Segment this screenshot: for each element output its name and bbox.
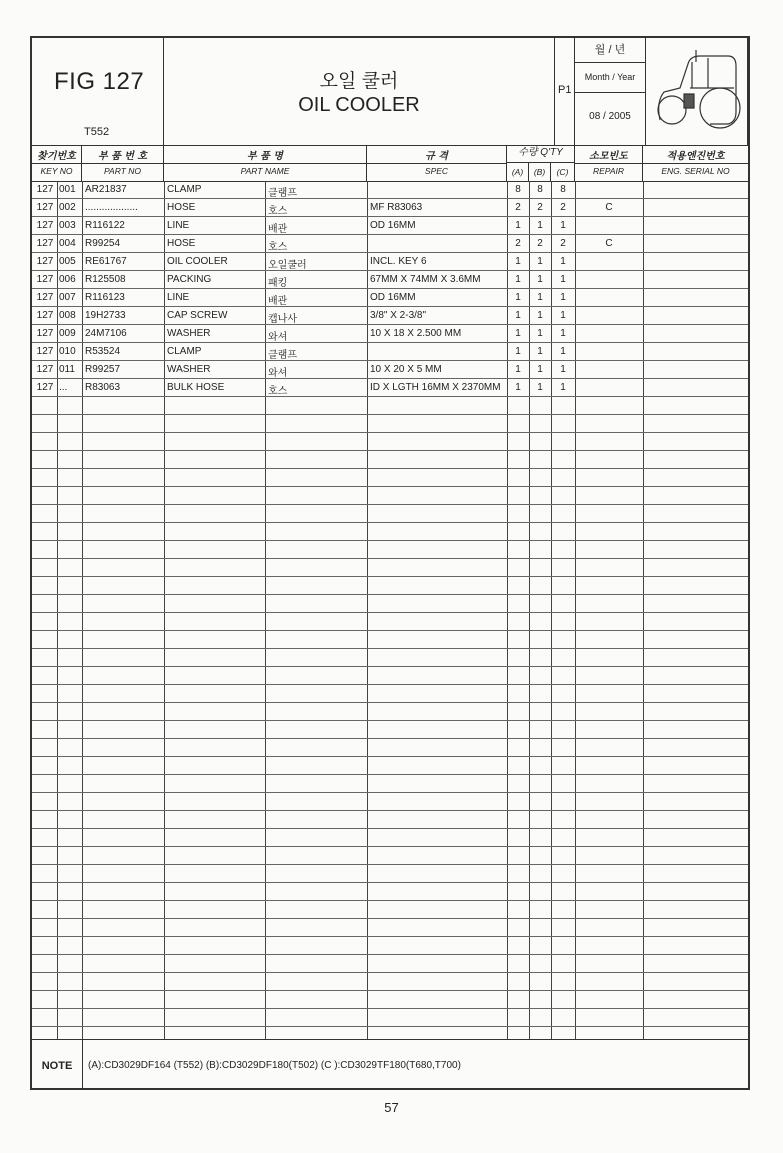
parts-table-body bbox=[32, 181, 748, 1039]
col-part-name bbox=[164, 145, 367, 181]
empty-row bbox=[32, 1009, 748, 1027]
empty-row bbox=[32, 667, 748, 685]
cell-name-ko: 캡나사 bbox=[268, 314, 297, 325]
cell-spec: 67MM X 74MM X 3.6MM bbox=[370, 274, 481, 285]
illustration-cell bbox=[646, 38, 748, 145]
cell-part: R99257 bbox=[85, 364, 121, 375]
empty-row bbox=[32, 703, 748, 721]
cell-name-ko: 호스 bbox=[268, 242, 288, 253]
cell-name-ko: 와셔 bbox=[268, 368, 288, 379]
cell-fig: 127 bbox=[36, 328, 54, 339]
column-header-row bbox=[32, 145, 748, 182]
date-label-korean: 월 / 년 bbox=[575, 38, 645, 63]
empty-row bbox=[32, 505, 748, 523]
table-row bbox=[32, 253, 748, 271]
date-label-english: Month / Year bbox=[575, 62, 645, 93]
cell-name-en: CLAMP bbox=[167, 346, 202, 357]
cell-fig: 127 bbox=[36, 310, 54, 321]
cell-a: 1 bbox=[515, 310, 521, 321]
tractor-icon bbox=[650, 42, 744, 140]
col-repair bbox=[575, 145, 643, 181]
cell-name-en: WASHER bbox=[167, 364, 211, 375]
cell-name-en: LINE bbox=[167, 220, 190, 231]
cell-spec: 10 X 18 X 2.500 MM bbox=[370, 328, 462, 339]
cell-a: 1 bbox=[515, 274, 521, 285]
col-engine-serial bbox=[643, 145, 748, 181]
cell-part: 24M7106 bbox=[85, 328, 127, 339]
cell-name-en: LINE bbox=[167, 292, 190, 303]
cell-key: ... bbox=[59, 382, 68, 393]
cell-fig: 127 bbox=[36, 184, 54, 195]
title-korean: 오일 쿨러 bbox=[319, 71, 399, 92]
cell-repair: C bbox=[605, 238, 613, 249]
cell-part: R116123 bbox=[85, 292, 125, 303]
cell-a: 1 bbox=[515, 328, 521, 339]
cell-a: 1 bbox=[515, 364, 521, 375]
cell-a: 1 bbox=[515, 382, 521, 393]
cell-b: 1 bbox=[537, 310, 543, 321]
cell-b: 1 bbox=[537, 220, 543, 231]
table-row bbox=[32, 361, 748, 379]
note-label: NOTE bbox=[32, 1040, 83, 1089]
note-section bbox=[32, 1039, 748, 1089]
table-row bbox=[32, 289, 748, 307]
cell-name-ko: 클램프 bbox=[268, 350, 297, 361]
col-key-no-ko: 찾기번호 bbox=[37, 151, 76, 162]
cell-key: 002 bbox=[59, 202, 76, 213]
col-part-no-en: PART NO bbox=[104, 166, 141, 176]
empty-row bbox=[32, 433, 748, 451]
cell-b: 1 bbox=[537, 382, 543, 393]
empty-row bbox=[32, 559, 748, 577]
page-number: 57 bbox=[384, 1100, 399, 1115]
cell-b: 1 bbox=[537, 274, 543, 285]
col-spec-en: SPEC bbox=[424, 166, 449, 176]
table-row bbox=[32, 271, 748, 289]
cell-name-en: BULK HOSE bbox=[167, 382, 225, 393]
cell-b: 2 bbox=[537, 238, 543, 249]
table-row bbox=[32, 235, 748, 253]
cell-name-ko: 호스 bbox=[268, 386, 288, 397]
cell-key: 004 bbox=[59, 238, 76, 249]
cell-b: 1 bbox=[537, 346, 543, 357]
cell-key: 010 bbox=[59, 346, 76, 357]
cell-name-en: HOSE bbox=[167, 238, 196, 249]
cell-b: 8 bbox=[537, 184, 543, 195]
cell-b: 1 bbox=[537, 328, 543, 339]
cell-c: 1 bbox=[560, 328, 566, 339]
cell-b: 1 bbox=[537, 256, 543, 267]
empty-row bbox=[32, 631, 748, 649]
table-row bbox=[32, 181, 748, 199]
page-code: P1 bbox=[558, 84, 572, 96]
table-row bbox=[32, 217, 748, 235]
cell-name-ko: 배관 bbox=[268, 296, 288, 307]
table-row bbox=[32, 325, 748, 343]
cell-part: R116122 bbox=[85, 220, 125, 231]
cell-fig: 127 bbox=[36, 238, 54, 249]
col-part-name-ko: 부 품 명 bbox=[247, 151, 283, 162]
title-cell bbox=[164, 38, 555, 145]
cell-name-en: CLAMP bbox=[167, 184, 202, 195]
empty-row bbox=[32, 991, 748, 1009]
cell-c: 8 bbox=[560, 184, 566, 195]
cell-key: 006 bbox=[59, 274, 76, 285]
cell-b: 1 bbox=[537, 364, 543, 375]
cell-c: 1 bbox=[560, 256, 566, 267]
empty-row bbox=[32, 721, 748, 739]
cell-c: 1 bbox=[560, 310, 566, 321]
empty-row bbox=[32, 919, 748, 937]
cell-c: 1 bbox=[560, 346, 566, 357]
cell-part: AR21837 bbox=[85, 184, 127, 195]
cell-part: R83063 bbox=[85, 382, 121, 393]
cell-spec: OD 16MM bbox=[370, 220, 416, 231]
empty-row bbox=[32, 469, 748, 487]
col-part-no bbox=[82, 145, 164, 181]
col-engine-serial-ko: 적용엔진번호 bbox=[666, 151, 725, 162]
cell-spec: OD 16MM bbox=[370, 292, 416, 303]
cell-name-en: PACKING bbox=[167, 274, 212, 285]
col-repair-ko: 소모빈도 bbox=[589, 151, 628, 162]
cell-name-en: CAP SCREW bbox=[167, 310, 228, 321]
empty-row bbox=[32, 883, 748, 901]
cell-fig: 127 bbox=[36, 382, 54, 393]
cell-part: 19H2733 bbox=[85, 310, 126, 321]
table-row bbox=[32, 199, 748, 217]
figure-number: FIG 127 bbox=[54, 68, 145, 95]
cell-a: 8 bbox=[515, 184, 521, 195]
col-qty-a: (A) bbox=[507, 163, 529, 181]
empty-row bbox=[32, 955, 748, 973]
cell-spec: ID X LGTH 16MM X 2370MM bbox=[370, 382, 501, 393]
parts-page-frame bbox=[30, 36, 750, 1090]
empty-row bbox=[32, 451, 748, 469]
cell-name-en: WASHER bbox=[167, 328, 211, 339]
empty-row bbox=[32, 901, 748, 919]
cell-key: 007 bbox=[59, 292, 76, 303]
cell-name-ko: 배관 bbox=[268, 224, 288, 235]
empty-row bbox=[32, 865, 748, 883]
cell-key: 008 bbox=[59, 310, 76, 321]
cell-key: 003 bbox=[59, 220, 76, 231]
empty-row bbox=[32, 487, 748, 505]
cell-name-ko: 호스 bbox=[268, 206, 288, 217]
empty-row bbox=[32, 847, 748, 865]
page-header bbox=[32, 38, 748, 146]
empty-row bbox=[32, 811, 748, 829]
col-spec bbox=[367, 145, 507, 181]
empty-row bbox=[32, 937, 748, 955]
cell-part: R53524 bbox=[85, 346, 121, 357]
page-code-cell bbox=[555, 38, 575, 145]
cell-c: 1 bbox=[560, 274, 566, 285]
col-part-name-en: PART NAME bbox=[240, 166, 290, 176]
title-english: OIL COOLER bbox=[298, 94, 420, 116]
cell-fig: 127 bbox=[36, 202, 54, 213]
table-row bbox=[32, 307, 748, 325]
col-key-no-en: KEY NO bbox=[40, 166, 73, 176]
date-value: 08 / 2005 bbox=[589, 111, 631, 122]
empty-row bbox=[32, 595, 748, 613]
cell-b: 2 bbox=[537, 202, 543, 213]
col-key-no bbox=[32, 145, 82, 181]
cell-a: 2 bbox=[515, 238, 521, 249]
cell-a: 1 bbox=[515, 256, 521, 267]
empty-row bbox=[32, 757, 748, 775]
figure-cell bbox=[32, 38, 164, 145]
empty-row bbox=[32, 523, 748, 541]
cell-c: 1 bbox=[560, 220, 566, 231]
col-spec-ko: 규 격 bbox=[425, 151, 448, 162]
cell-part: R125508 bbox=[85, 274, 126, 285]
cell-spec: INCL. KEY 6 bbox=[370, 256, 427, 267]
empty-row bbox=[32, 739, 748, 757]
cell-a: 1 bbox=[515, 346, 521, 357]
cell-name-ko: 클램프 bbox=[268, 188, 297, 199]
empty-row bbox=[32, 415, 748, 433]
col-qty-b: (B) bbox=[529, 163, 551, 181]
note-text: (A):CD3029DF164 (T552) (B):CD3029DF180(T502) (C ):CD3029TF180(T680,T700) bbox=[88, 1060, 461, 1071]
cell-fig: 127 bbox=[36, 220, 54, 231]
cell-b: 1 bbox=[537, 292, 543, 303]
cell-key: 005 bbox=[59, 256, 76, 267]
cell-key: 011 bbox=[59, 364, 75, 375]
empty-row bbox=[32, 541, 748, 559]
empty-row bbox=[32, 829, 748, 847]
cell-spec: MF R83063 bbox=[370, 202, 423, 213]
cell-c: 1 bbox=[560, 364, 566, 375]
cell-name-ko: 와셔 bbox=[268, 332, 288, 343]
cell-name-ko: 오일쿨러 bbox=[268, 260, 307, 271]
date-cell bbox=[575, 38, 646, 145]
cell-spec: 3/8" X 2-3/8" bbox=[370, 310, 427, 321]
cell-fig: 127 bbox=[36, 364, 54, 375]
cell-part: RE61767 bbox=[85, 256, 127, 267]
cell-c: 2 bbox=[560, 202, 566, 213]
cell-c: 1 bbox=[560, 292, 566, 303]
cell-name-en: HOSE bbox=[167, 202, 196, 213]
empty-row bbox=[32, 685, 748, 703]
table-row bbox=[32, 379, 748, 397]
col-part-no-ko: 부 품 번 호 bbox=[97, 151, 148, 162]
cell-key: 001 bbox=[59, 184, 76, 195]
cell-name-en: OIL COOLER bbox=[167, 256, 228, 267]
cell-fig: 127 bbox=[36, 256, 54, 267]
cell-a: 1 bbox=[515, 220, 521, 231]
table-row bbox=[32, 343, 748, 361]
empty-row bbox=[32, 973, 748, 991]
cell-fig: 127 bbox=[36, 346, 54, 357]
cell-spec: 10 X 20 X 5 MM bbox=[370, 364, 442, 375]
col-qty: 수량 Q'TY bbox=[507, 145, 575, 163]
cell-name-ko: 패킹 bbox=[268, 278, 288, 289]
cell-part: ................... bbox=[85, 202, 138, 213]
empty-row bbox=[32, 397, 748, 415]
col-qty-c: (C) bbox=[551, 163, 575, 181]
empty-row bbox=[32, 577, 748, 595]
cell-part: R99254 bbox=[85, 238, 121, 249]
cell-key: 009 bbox=[59, 328, 76, 339]
model-code: T552 bbox=[84, 126, 110, 138]
cell-repair: C bbox=[605, 202, 613, 213]
empty-row bbox=[32, 775, 748, 793]
cell-c: 1 bbox=[560, 382, 566, 393]
cell-a: 1 bbox=[515, 292, 521, 303]
cell-c: 2 bbox=[560, 238, 566, 249]
empty-row bbox=[32, 613, 748, 631]
empty-row bbox=[32, 649, 748, 667]
cell-fig: 127 bbox=[36, 292, 54, 303]
col-repair-en: REPAIR bbox=[592, 166, 625, 176]
col-engine-serial-en: ENG. SERIAL NO bbox=[661, 166, 730, 176]
empty-row bbox=[32, 793, 748, 811]
cell-fig: 127 bbox=[36, 274, 54, 285]
cell-a: 2 bbox=[515, 202, 521, 213]
